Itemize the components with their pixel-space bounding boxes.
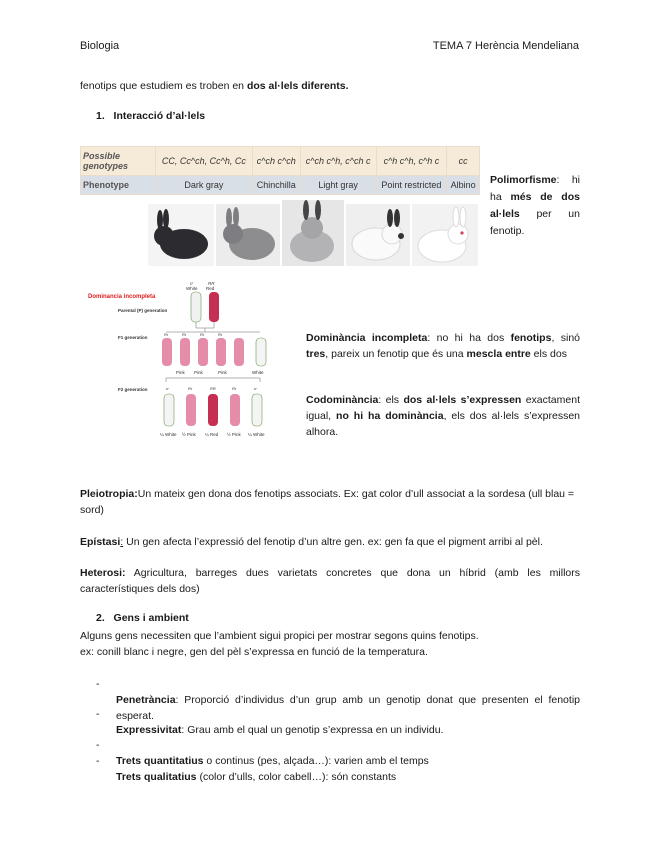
rabbit-albino-image [412, 204, 478, 266]
f1-genotype: Rr [164, 332, 169, 337]
diagram-title: Dominancia incompleta [88, 294, 156, 300]
parent-genotype: RR [208, 281, 215, 286]
section-1-heading: 1. Interacció d’al·lels [96, 110, 206, 122]
f2-label: F2 generation [118, 387, 148, 392]
ambient-line-2: ex: conill blanc i negre, gen del pèl s’expressa en funció de la temperatura. [80, 646, 428, 658]
f2-label-item: ¼ White [160, 432, 177, 437]
parent-color: White [186, 286, 198, 291]
table-cell: c^ch c^h, c^ch c [300, 147, 376, 176]
table-cell: Albino [447, 176, 480, 195]
rabbit-dark-gray-image [148, 204, 214, 266]
table-cell: Point restricted [376, 176, 447, 195]
header-subject: Biologia [80, 40, 120, 52]
epistasi-text: Epístasi: Un gen afecta l’expressió del fenotip d’un altre gen. ex: gen fa que el pigment arribi al pèl. [80, 536, 543, 548]
genotype-phenotype-table [80, 146, 480, 195]
rabbit-light-gray-image [282, 200, 344, 266]
pleiotropia-text: Pleiotropia:Un mateix gen dona dos fenotips associats. Ex: gat color d’ull associat a la sordesa (ull blau = sord) [80, 488, 575, 516]
ambient-text [80, 628, 580, 660]
rabbit-chinchilla-image [216, 204, 280, 266]
header-topic: TEMA 7 Herència Mendeliana [432, 40, 579, 52]
parental-label: Parental (P) generation [118, 308, 168, 313]
f2-label-item: ¼ White [248, 432, 265, 437]
parent-color: Red [206, 286, 215, 291]
table-cell: Chinchilla [252, 176, 300, 195]
f2-genotype: rr [166, 386, 169, 391]
f2-genotype: Rr [232, 386, 237, 391]
table-cell: c^h c^h, c^h c [376, 147, 447, 176]
f2-genotype: Rr [188, 386, 193, 391]
f1-label: F1 generation [118, 335, 148, 340]
ambient-line-1: Alguns gens necessiten que l’ambient sigui propici per mostrar segons quins fenotips. [80, 630, 479, 642]
f1-genotype: Rr [200, 332, 205, 337]
dominancia-incompleta-text: Dominància incompleta: no hi ha dos fenotips, sinó tres, pareix un fenotip que és una mescla entre els dos [306, 332, 580, 360]
f2-label-item: ½ Pink [227, 432, 241, 437]
table-cell: c^ch c^ch [252, 147, 300, 176]
section-2-heading: 2. Gens i ambient [96, 612, 189, 624]
polimorfisme-text: Polimorfisme: hi ha més de dos al·lels per un fenotip. [490, 174, 580, 237]
f1-genotype: Rr [218, 332, 223, 337]
f2-genotype: rr [254, 386, 257, 391]
bullet-expressivitat: - Expressivitat: Grau amb el qual un genotip s’expressa en un individu. [96, 708, 444, 736]
f1-label-item: Pink [218, 370, 227, 375]
f1-genotype: Rr [182, 332, 187, 337]
bullet-penetrancia: - Penetrància: Proporció d’individus d’un grup amb un genotip donat que presenten el fenotip esperat. [96, 678, 580, 722]
f2-genotype: RR [210, 386, 216, 391]
table-row-label: Possible genotypes [81, 147, 156, 176]
parent-genotype: rr [190, 281, 193, 286]
table-cell: CC, Cc^ch, Cc^h, Cc [156, 147, 253, 176]
bullet-trets-quantitatius: - Trets quantitatius o continus (pes, alçada…): varien amb el temps [96, 739, 429, 767]
f1-label-item: Pink [176, 370, 185, 375]
incomplete-dominance-diagram [80, 276, 290, 446]
f2-label-item: ½ Pink [182, 432, 196, 437]
codominancia-text: Codominància: els dos al·lels s’expressen exactament igual, no hi ha dominància, els dos al·lels s’expressen alhora. [306, 394, 580, 438]
rabbit-point-restricted-image [346, 204, 410, 266]
table-cell: cc [447, 147, 480, 176]
intro-line: fenotips que estudiem es troben en dos al·lels diferents. [80, 80, 349, 92]
f2-label-item: ¼ Red [205, 432, 219, 437]
bullet-trets-qualitatius: - Trets qualitatius (color d’ulls, color cabell…): són constants [96, 755, 397, 783]
table-cell: Dark gray [156, 176, 253, 195]
f1-label-item: White [252, 370, 264, 375]
table-cell: Light gray [300, 176, 376, 195]
table-row-label: Phenotype [81, 176, 156, 195]
f1-label-item: Pink [194, 370, 203, 375]
heterosi-text: Heterosi: Agricultura, barreges dues varietats concretes que dona un híbrid (amb les millors característiques dels dos) [80, 567, 580, 595]
